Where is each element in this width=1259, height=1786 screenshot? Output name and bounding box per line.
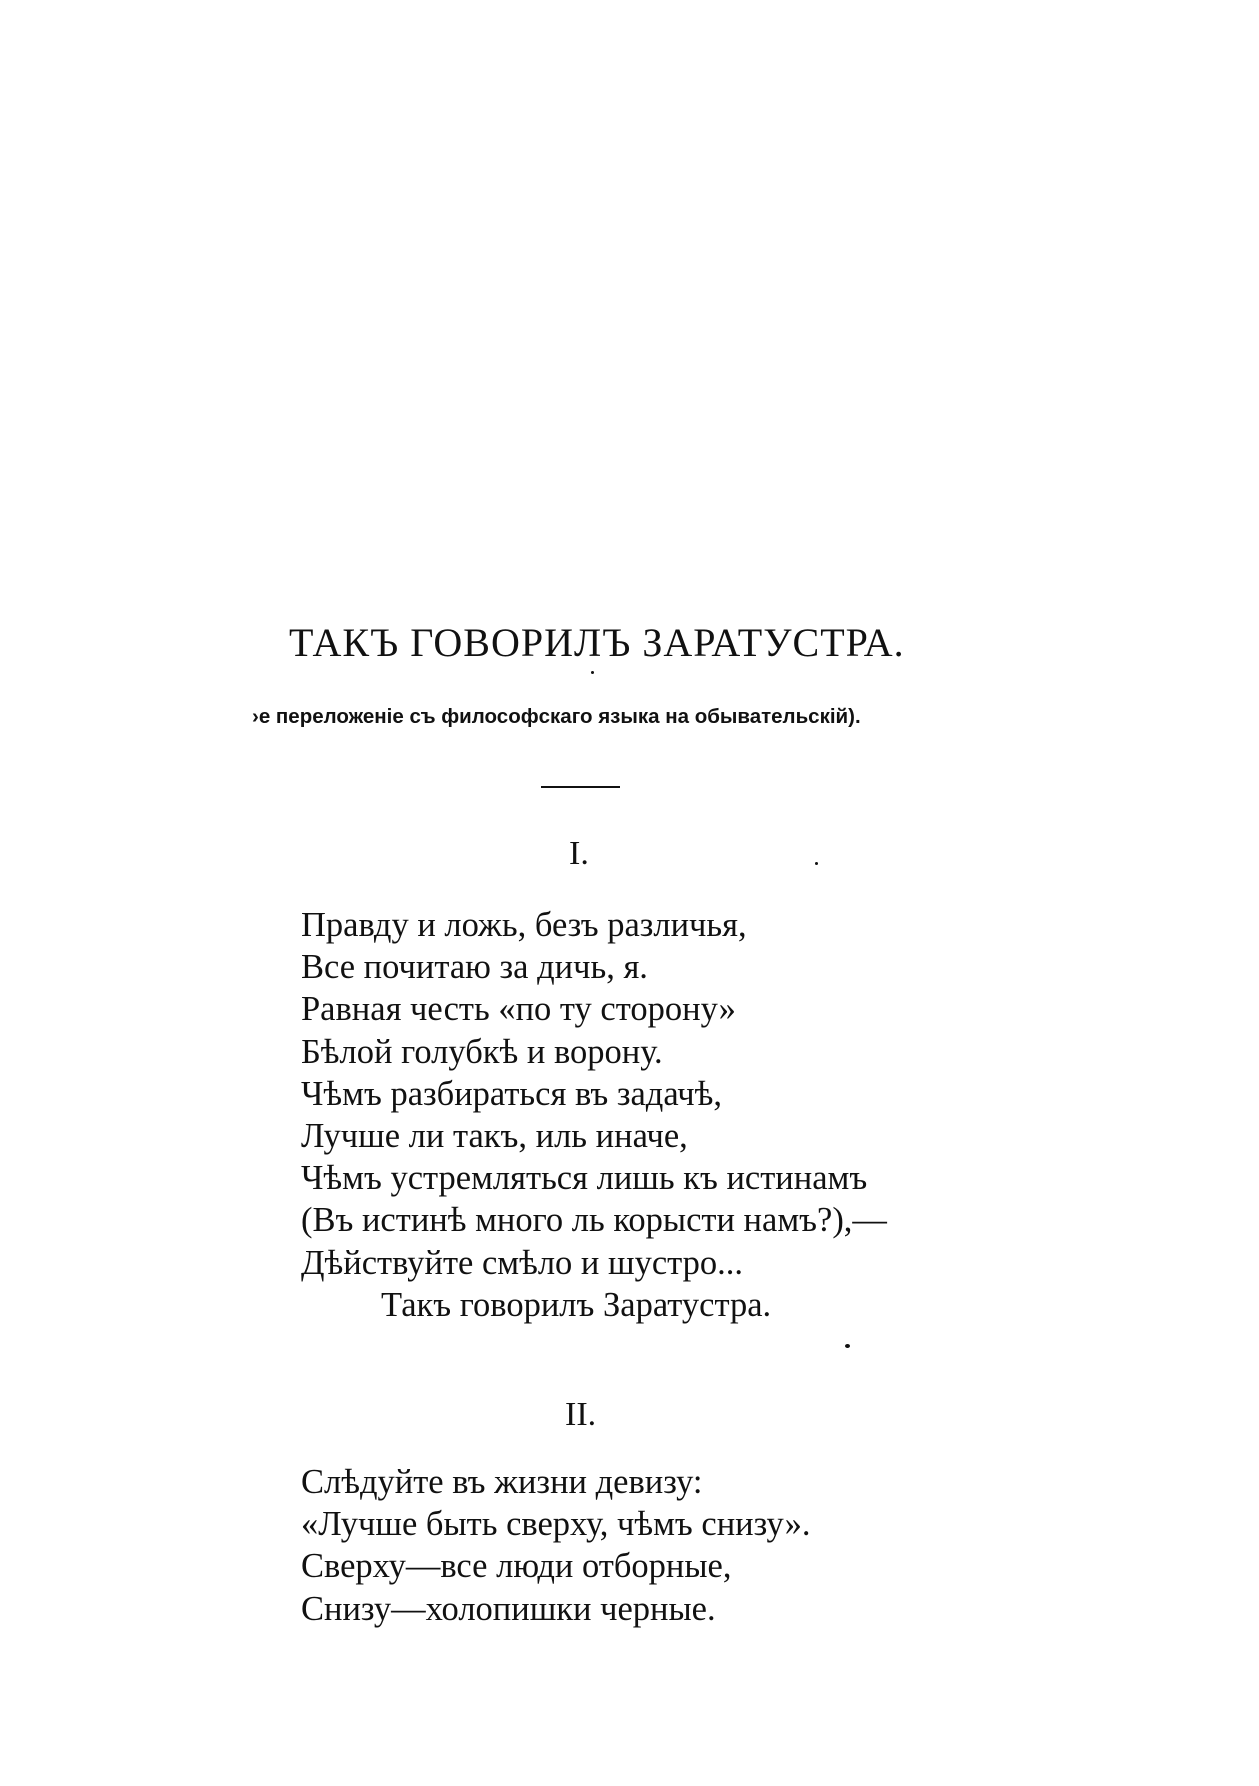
verse-refrain: Такъ говорилъ Заратустра. <box>381 1285 772 1324</box>
verse-line: Равная честь «по ту сторону» <box>301 990 736 1029</box>
verse-line: Сверху—все люди отборные, <box>301 1547 732 1586</box>
print-speck <box>845 1344 850 1348</box>
print-speck <box>591 671 594 674</box>
verse-line: Чѣмъ устремляться лишь къ истинамъ <box>301 1159 868 1198</box>
verse-line: Дѣйствуйте смѣло и шустро... <box>301 1243 744 1282</box>
section-number-1: I. <box>569 835 589 872</box>
page-title: ТАКЪ ГОВОРИЛЪ ЗАРАТУСТРА. <box>289 620 905 665</box>
verse-line: (Въ истинѣ много ль корысти намъ?),— <box>301 1201 887 1240</box>
separator-rule <box>541 786 620 788</box>
verse-section-2 <box>301 1461 811 1630</box>
section-number-2: II. <box>565 1396 597 1433</box>
verse-line: Правду и ложь, безъ различья, <box>301 906 747 944</box>
verse-line: «Лучше быть сверху, чѣмъ снизу». <box>301 1505 811 1544</box>
verse-line: Все почитаю за дичь, я. <box>301 948 648 987</box>
verse-line: Слѣдуйте въ жизни девизу: <box>301 1463 703 1501</box>
page-subtitle: ›е переложенie съ философскаго языка на обывательскiй). <box>252 705 861 728</box>
verse-line: Бѣлой голубкѣ и ворону. <box>301 1032 663 1071</box>
verse-line: Лучше ли такъ, иль иначе, <box>301 1117 688 1156</box>
print-speck <box>815 862 818 865</box>
verse-section-1 <box>301 904 887 1326</box>
verse-line: Снизу—холопишки черные. <box>301 1589 716 1628</box>
verse-line: Чѣмъ разбираться въ задачѣ, <box>301 1074 722 1113</box>
